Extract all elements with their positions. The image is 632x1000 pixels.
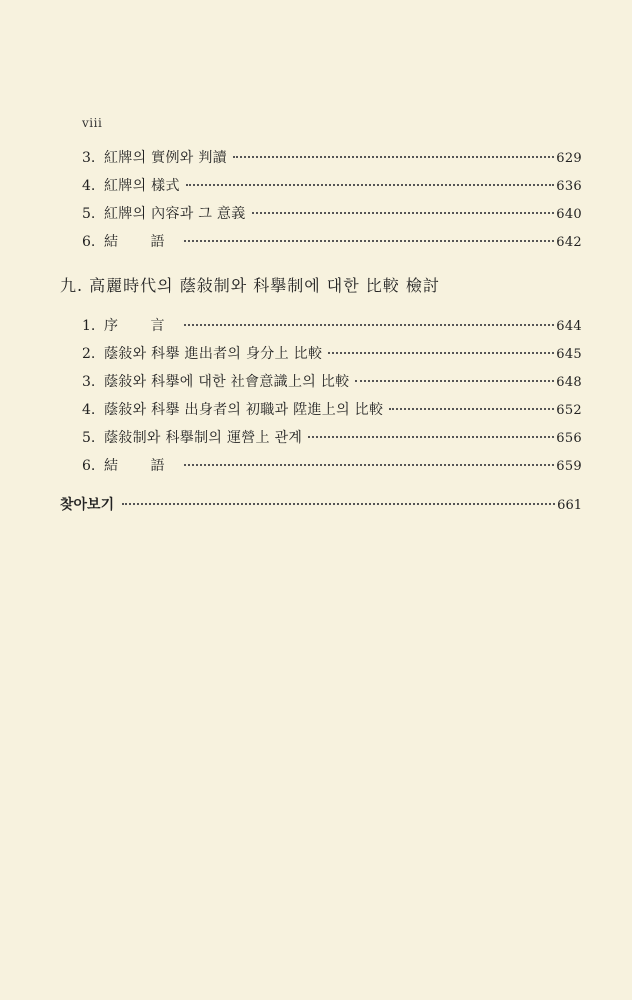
- leader-dots: [308, 436, 554, 438]
- entry-page: 642: [556, 235, 582, 250]
- toc-entry[interactable]: [82, 175, 582, 197]
- leader-dots: [184, 464, 554, 466]
- toc-entry[interactable]: [82, 203, 582, 225]
- entry-page: 652: [556, 403, 582, 418]
- leader-dots: [252, 212, 555, 214]
- entry-page: 640: [556, 207, 582, 222]
- entry-page: 629: [556, 151, 582, 166]
- entry-number: 1.: [82, 318, 96, 334]
- toc-entry[interactable]: [82, 427, 582, 449]
- entry-page: 644: [556, 319, 582, 334]
- toc-entry[interactable]: [82, 343, 582, 365]
- entry-number: 3.: [82, 374, 96, 390]
- entry-title: 結 語: [104, 458, 179, 474]
- toc-entry[interactable]: [82, 455, 582, 477]
- leader-dots: [184, 324, 554, 326]
- entry-page: 656: [556, 431, 582, 446]
- entry-number: 4.: [82, 402, 96, 418]
- entry-page: 659: [556, 459, 582, 474]
- leader-dots: [389, 408, 554, 410]
- leader-dots: [122, 503, 555, 505]
- index-page: 661: [557, 498, 582, 513]
- entry-number: 6.: [82, 234, 96, 250]
- entry-number: 6.: [82, 458, 96, 474]
- entry-page: 648: [556, 375, 582, 390]
- entry-title: 蔭敍와 科擧 出身者의 初職과 陞進上의 比較: [104, 402, 384, 418]
- entry-title: 蔭敍制와 科擧制의 運營上 관계: [104, 430, 303, 446]
- entry-title: 紅牌의 樣式: [104, 178, 180, 194]
- toc-entry[interactable]: [82, 399, 582, 421]
- index-title: 찾아보기: [60, 497, 115, 513]
- toc-entry[interactable]: [82, 371, 582, 393]
- index-entry[interactable]: [60, 494, 582, 516]
- chapter-heading[interactable]: 九. 高麗時代의 蔭敍制와 科擧制에 대한 比較 檢討: [60, 276, 440, 295]
- entry-title: 紅牌의 內容과 그 意義: [104, 206, 246, 222]
- entry-number: 2.: [82, 346, 96, 362]
- toc-entry[interactable]: [82, 147, 582, 169]
- entry-title: 蔭敍와 科擧에 대한 社會意識上의 比較: [104, 374, 350, 390]
- leader-dots: [184, 240, 554, 242]
- entry-title: 序 言: [104, 318, 179, 334]
- leader-dots: [328, 352, 554, 354]
- entry-number: 5.: [82, 430, 96, 446]
- entry-page: 645: [556, 347, 582, 362]
- leader-dots: [355, 380, 554, 382]
- page-number: viii: [82, 116, 103, 130]
- entry-title: 蔭敍와 科擧 進出者의 身分上 比較: [104, 346, 323, 362]
- leader-dots: [186, 184, 555, 186]
- entry-number: 4.: [82, 178, 96, 194]
- entry-page: 636: [556, 179, 582, 194]
- entry-number: 5.: [82, 206, 96, 222]
- toc-entry[interactable]: [82, 315, 582, 337]
- entry-title: 結 語: [104, 234, 179, 250]
- toc-entry[interactable]: [82, 231, 582, 253]
- entry-title: 紅牌의 實例와 判讀: [104, 150, 227, 166]
- entry-number: 3.: [82, 150, 96, 166]
- leader-dots: [233, 156, 554, 158]
